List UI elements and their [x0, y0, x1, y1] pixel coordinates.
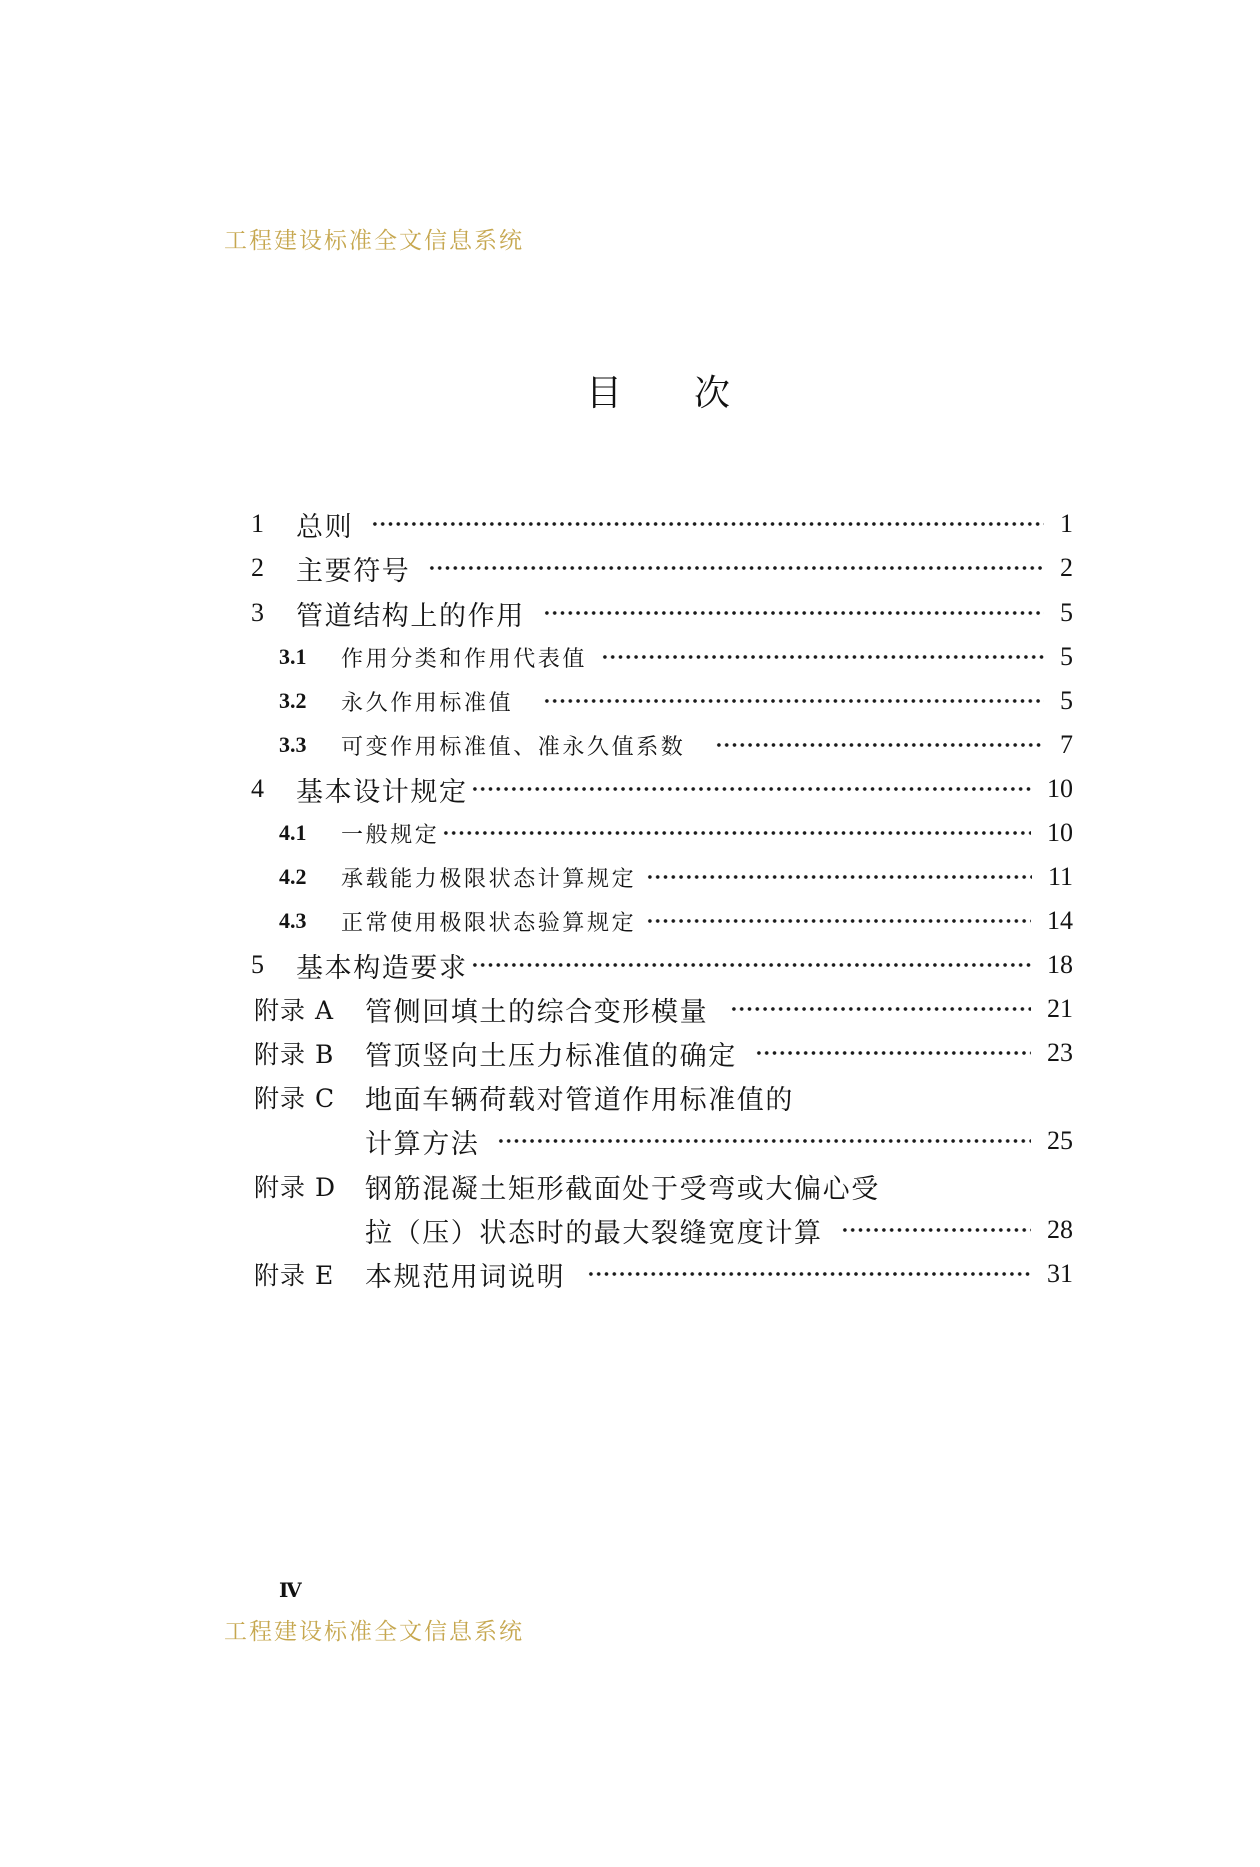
toc-entry-title: 管侧回填土的综合变形模量 [365, 996, 709, 1028]
appendix-label: 附录 E [254, 1261, 335, 1290]
toc-entry-4-1 [279, 813, 1073, 853]
toc-entry-appendix-e [254, 1254, 1073, 1294]
dot-leader [543, 610, 1044, 616]
toc-entry-2 [251, 548, 1073, 588]
toc-entry-number: 4 [251, 774, 264, 803]
toc-entry-3-3 [279, 725, 1073, 765]
toc-entry-number: 4.3 [279, 908, 307, 933]
toc-entry-1 [251, 504, 1073, 544]
appendix-label: 附录 B [254, 1040, 335, 1069]
toc-entry-number: 2 [251, 553, 264, 582]
dot-leader [755, 1050, 1031, 1056]
toc-entry-page: 10 [1047, 774, 1073, 803]
toc-entry-page: 21 [1047, 994, 1073, 1023]
dot-leader [442, 830, 1031, 836]
toc-entry-title-line-1: 钢筋混凝土矩形截面处于受弯或大偏心受 [365, 1173, 880, 1205]
appendix-label: 附录 D [254, 1173, 336, 1202]
toc-entry-title: 本规范用词说明 [365, 1261, 566, 1293]
toc-entry-page: 11 [1047, 862, 1073, 891]
toc-entry-number: 5 [251, 950, 264, 979]
toc-entry-page: 5 [1060, 598, 1073, 627]
toc-entry-appendix-b [254, 1033, 1073, 1073]
toc-entry-page: 7 [1060, 730, 1073, 759]
page-title: 目 次 [586, 373, 731, 414]
dot-leader [371, 521, 1044, 527]
toc-entry-page: 5 [1060, 686, 1073, 715]
toc-entry-5 [251, 945, 1073, 985]
toc-entry-title-line-2: 拉（压）状态时的最大裂缝宽度计算 [365, 1217, 823, 1249]
toc-entry-title: 主要符号 [296, 555, 411, 587]
page-number: Ⅳ [279, 1578, 302, 1602]
dot-leader [543, 698, 1044, 704]
toc-entry-title: 管顶竖向土压力标准值的确定 [365, 1040, 737, 1072]
dot-leader [497, 1138, 1031, 1144]
toc-entry-number: 4.2 [279, 864, 307, 889]
toc-entry-title: 永久作用标准值 [341, 690, 514, 716]
toc-entry-title-line-1: 地面车辆荷载对管道作用标准值的 [365, 1084, 794, 1116]
toc-entry-title: 基本设计规定 [296, 776, 468, 808]
toc-entry-number: 3 [251, 598, 264, 627]
toc-entry-3-2 [279, 681, 1073, 721]
toc-entry-4-2 [279, 857, 1073, 897]
dot-leader [715, 742, 1044, 748]
toc-entry-number: 3.1 [279, 644, 307, 669]
toc-entry-4-3 [279, 901, 1073, 941]
dot-leader [646, 874, 1032, 880]
toc-entry-appendix-c-continued [365, 1121, 1073, 1161]
toc-entry-number: 4.1 [279, 820, 307, 845]
toc-entry-title: 承载能力极限状态计算规定 [341, 866, 637, 892]
toc-entry-number: 3.3 [279, 732, 307, 757]
dot-leader [601, 654, 1044, 660]
toc-entry-title: 正常使用极限状态验算规定 [341, 910, 637, 936]
dot-leader [471, 786, 1031, 792]
dot-leader [841, 1227, 1031, 1233]
watermark-top: 工程建设标准全文信息系统 [224, 228, 524, 254]
toc-entry-number: 1 [251, 509, 264, 538]
toc-entry-appendix-d-continued [365, 1210, 1073, 1250]
toc-entry-title: 管道结构上的作用 [296, 600, 525, 632]
toc-entry-page: 10 [1047, 818, 1073, 847]
toc-entry-title-line-2: 计算方法 [365, 1128, 480, 1160]
watermark-bottom: 工程建设标准全文信息系统 [224, 1619, 524, 1645]
toc-entry-page: 28 [1047, 1215, 1073, 1244]
dot-leader [730, 1006, 1031, 1012]
toc-entry-title: 基本构造要求 [296, 952, 468, 984]
toc-entry-appendix-c [254, 1077, 1073, 1117]
toc-entry-page: 23 [1047, 1038, 1073, 1067]
dot-leader [428, 565, 1044, 571]
toc-entry-title: 作用分类和作用代表值 [341, 646, 588, 672]
toc-entry-title: 一般规定 [341, 822, 440, 848]
toc-entry-title: 总则 [296, 511, 354, 543]
dot-leader [646, 918, 1031, 924]
toc-entry-page: 18 [1047, 950, 1073, 979]
toc-entry-3 [251, 593, 1073, 633]
toc-entry-page: 1 [1060, 509, 1073, 538]
dot-leader [471, 962, 1031, 968]
toc-entry-page: 14 [1047, 906, 1073, 935]
toc-entry-page: 25 [1047, 1126, 1073, 1155]
toc-entry-page: 5 [1060, 642, 1073, 671]
dot-leader [587, 1271, 1031, 1277]
toc-entry-4 [251, 769, 1073, 809]
appendix-label: 附录 A [254, 996, 335, 1025]
toc-entry-number: 3.2 [279, 688, 307, 713]
toc-entry-page: 2 [1060, 553, 1073, 582]
toc-entry-appendix-a [254, 989, 1073, 1029]
toc-entry-page: 31 [1047, 1259, 1073, 1288]
toc-entry-appendix-d [254, 1166, 1073, 1206]
toc-entry-3-1 [279, 637, 1073, 677]
toc-entry-title: 可变作用标准值、准永久值系数 [341, 734, 686, 760]
appendix-label: 附录 C [254, 1084, 336, 1113]
